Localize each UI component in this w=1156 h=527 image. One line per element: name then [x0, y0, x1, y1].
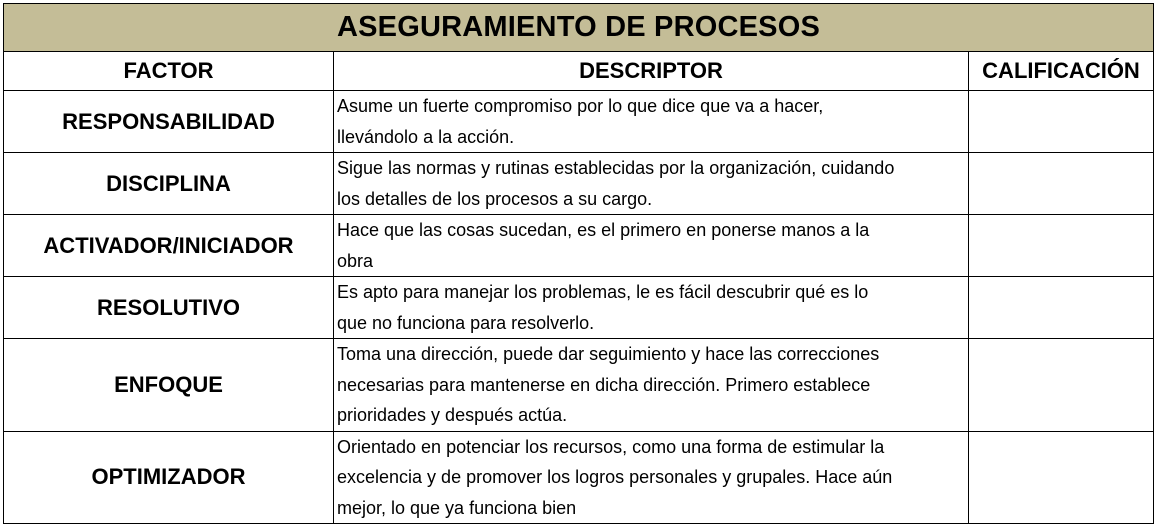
descriptor-cell: Sigue las normas y rutinas establecidas por la organización, cuidando los detalles de los procesos a su cargo. [334, 153, 969, 215]
descriptor-cell: Es apto para manejar los problemas, le es fácil descubrir qué es lo que no funciona para resolverlo. [334, 277, 969, 339]
table-row [4, 339, 1154, 432]
calificacion-cell[interactable] [969, 339, 1154, 432]
factor-cell: RESOLUTIVO [4, 277, 334, 339]
descriptor-cell: Hace que las cosas sucedan, es el primero en ponerse manos a la obra [334, 215, 969, 277]
descriptor-cell: Asume un fuerte compromiso por lo que dice que va a hacer, llevándolo a la acción. [334, 91, 969, 153]
table-title: ASEGURAMIENTO DE PROCESOS [4, 4, 1154, 52]
table-row [4, 277, 1154, 339]
table-row [4, 431, 1154, 524]
header-descriptor: DESCRIPTOR [334, 52, 969, 91]
calificacion-cell[interactable] [969, 153, 1154, 215]
factor-cell: ENFOQUE [4, 339, 334, 432]
header-factor: FACTOR [4, 52, 334, 91]
factor-cell: OPTIMIZADOR [4, 431, 334, 524]
calificacion-cell[interactable] [969, 91, 1154, 153]
descriptor-cell: Orientado en potenciar los recursos, como una forma de estimular la excelencia y de promover los logros personales y grupales. Hace aún mejor, lo que ya funciona bien [334, 431, 969, 524]
calificacion-cell[interactable] [969, 431, 1154, 524]
table-row [4, 153, 1154, 215]
header-calificacion: CALIFICACIÓN [969, 52, 1154, 91]
factor-cell: DISCIPLINA [4, 153, 334, 215]
calificacion-cell[interactable] [969, 215, 1154, 277]
title-row [4, 4, 1154, 52]
evaluation-table [3, 3, 1154, 524]
descriptor-cell: Toma una dirección, puede dar seguimiento y hace las correcciones necesarias para mantenerse en dicha dirección. Primero establece prioridades y después actúa. [334, 339, 969, 432]
evaluation-sheet [3, 3, 1153, 524]
table-row [4, 91, 1154, 153]
header-row [4, 52, 1154, 91]
factor-cell: RESPONSABILIDAD [4, 91, 334, 153]
table-row [4, 215, 1154, 277]
calificacion-cell[interactable] [969, 277, 1154, 339]
factor-cell: ACTIVADOR/INICIADOR [4, 215, 334, 277]
